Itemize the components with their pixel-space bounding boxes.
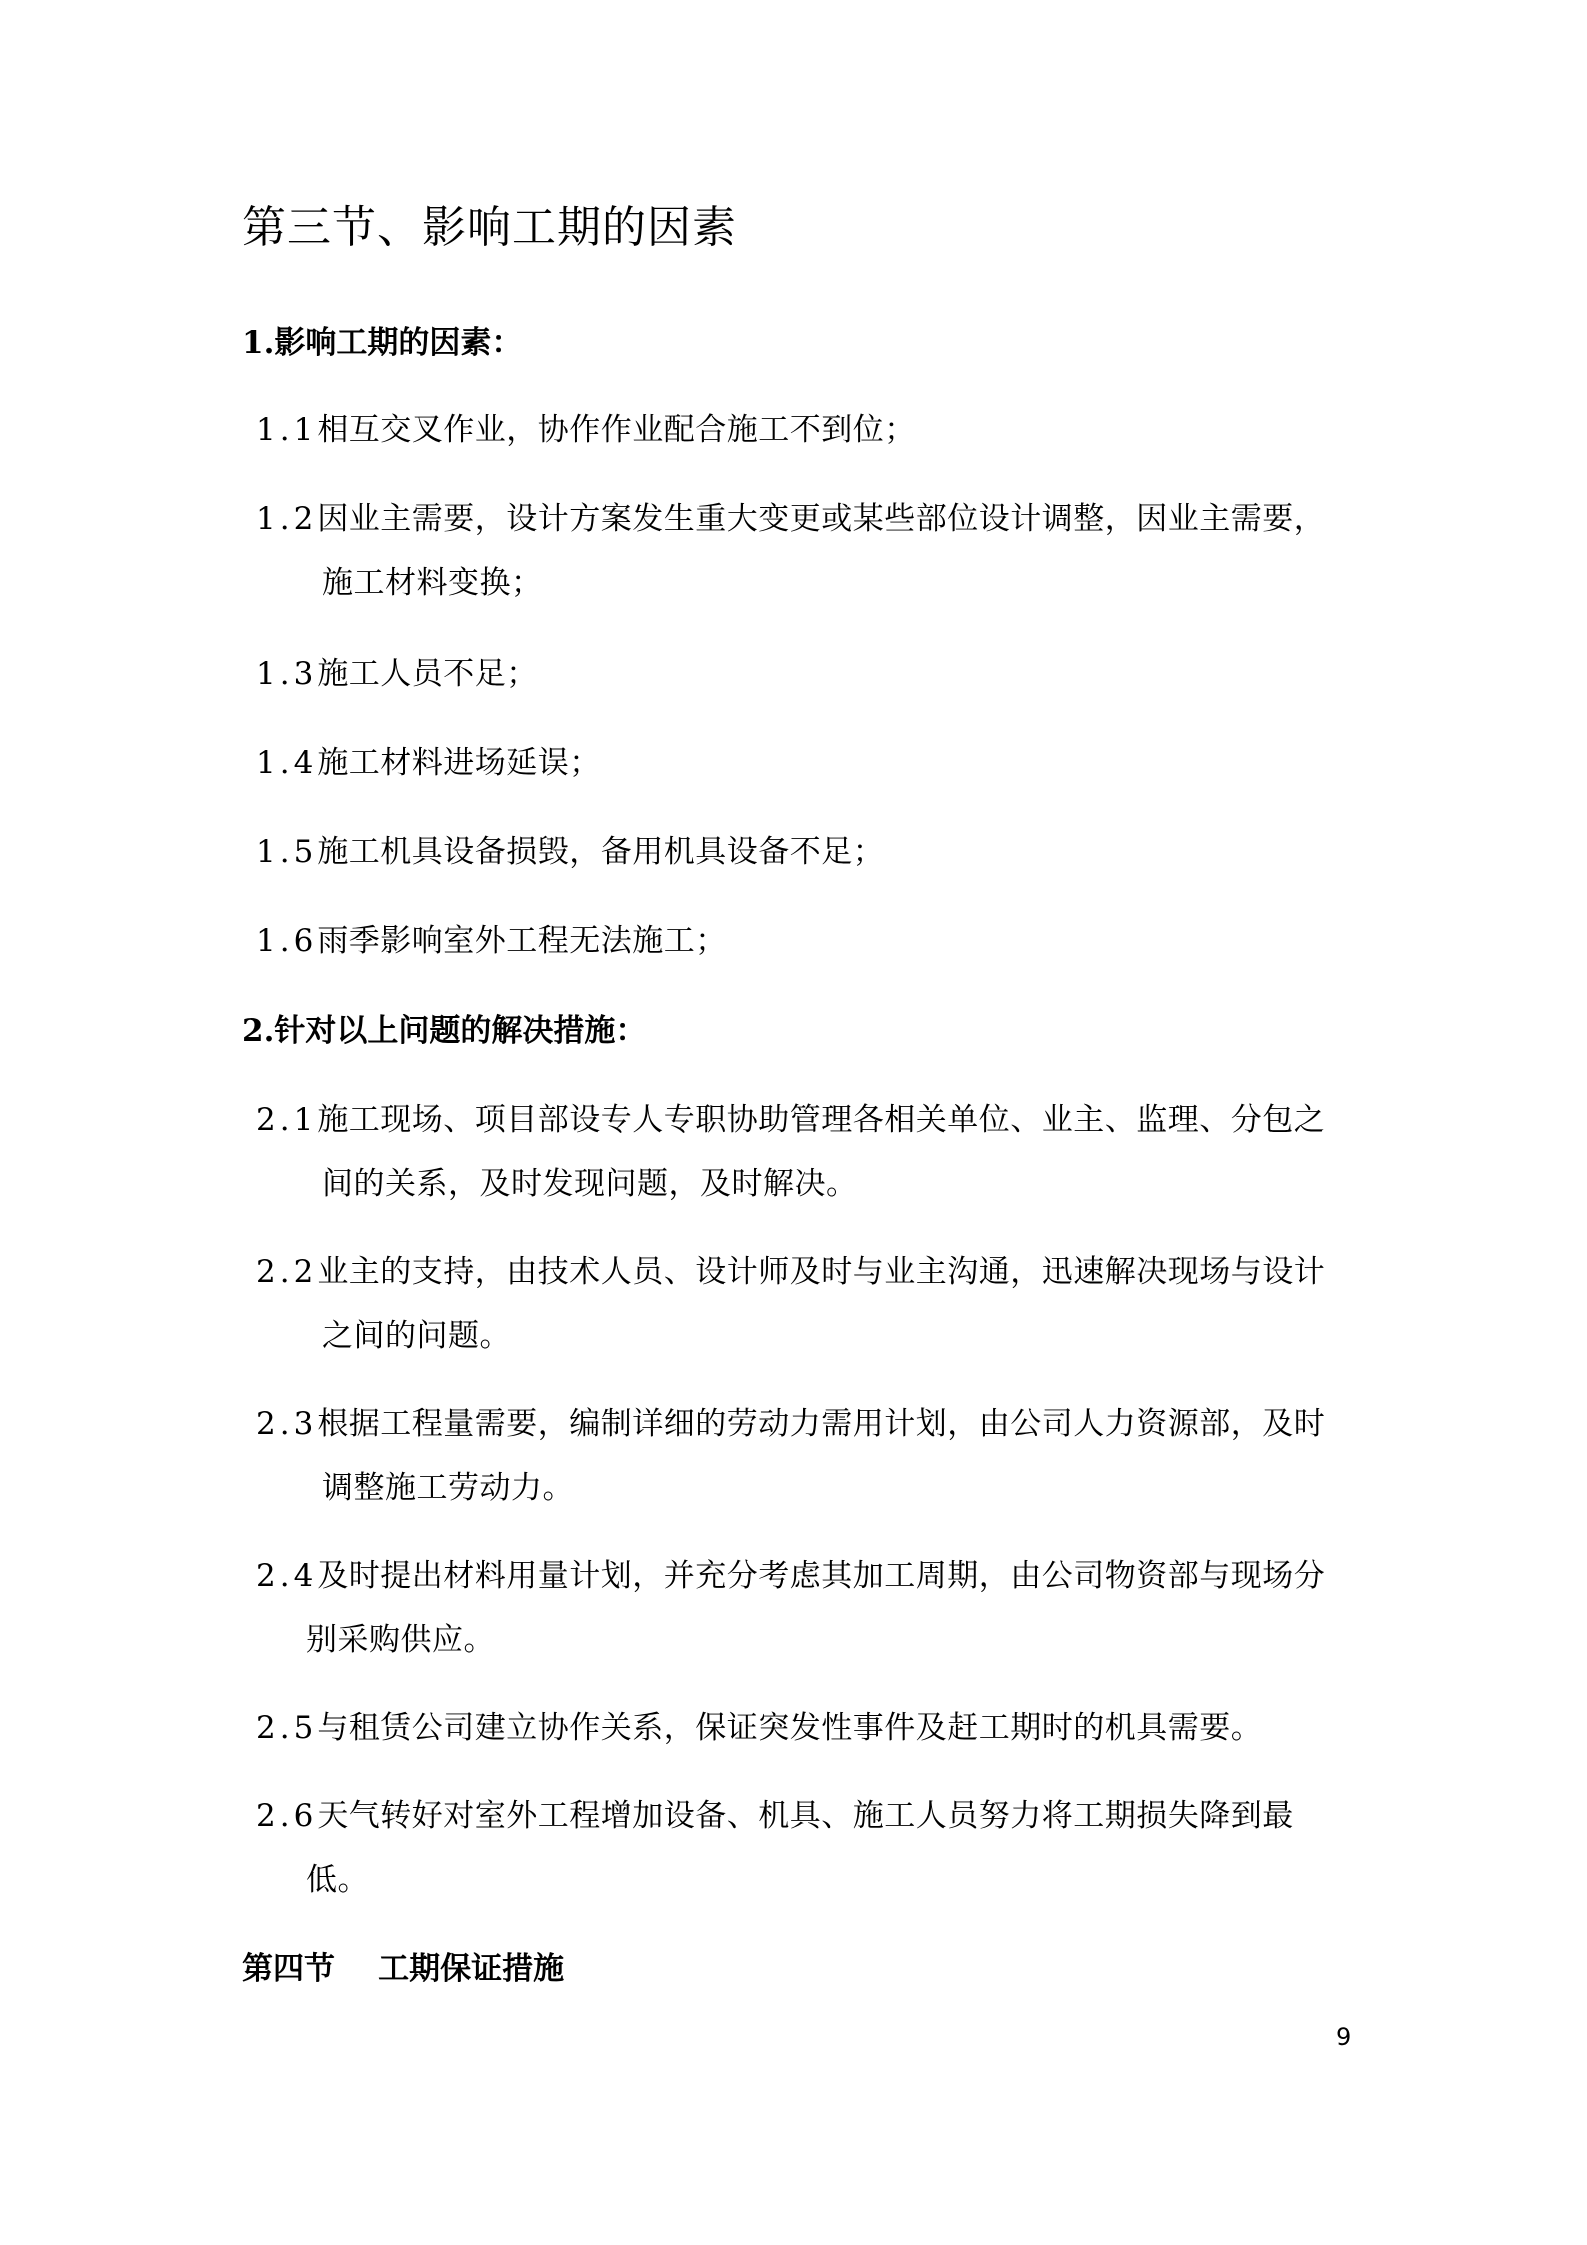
item-text: 施工现场、项目部设专人专职协助管理各相关单位、业主、监理、分包之: [317, 1102, 1326, 1138]
item-text: 相互交叉作业，协作作业配合施工不到位；: [317, 412, 916, 448]
factors-heading: 1.影响工期的因素：: [242, 325, 523, 361]
factor-item: [256, 487, 1356, 615]
item-text: 施工机具设备损毁，备用机具设备不足；: [317, 834, 885, 870]
item-number: 1.3: [256, 656, 318, 692]
item-number: 1.1: [256, 412, 318, 448]
item-number: 1.6: [256, 923, 318, 959]
item-text-continued: 之间的问题。: [322, 1318, 511, 1354]
item-number: 2.4: [256, 1558, 318, 1594]
solution-item: [256, 1696, 1356, 1760]
factor-item: [256, 820, 1356, 884]
factor-item: [256, 731, 1356, 795]
item-text: 雨季影响室外工程无法施工；: [317, 923, 727, 959]
item-number: 1.5: [256, 834, 318, 870]
item-number: 1.4: [256, 745, 318, 781]
factor-item: [256, 909, 1356, 973]
item-number: 2.5: [256, 1710, 318, 1746]
item-text: 业主的支持，由技术人员、设计师及时与业主沟通，迅速解决现场与设计: [317, 1254, 1326, 1290]
item-text: 根据工程量需要，编制详细的劳动力需用计划，由公司人力资源部，及时: [317, 1406, 1326, 1442]
next-section-title: 第四节 工期保证措施: [242, 1951, 565, 1987]
item-number: 2.3: [256, 1406, 318, 1442]
page-number: 9: [1336, 2023, 1352, 2051]
item-text-continued: 间的关系，及时发现问题，及时解决。: [322, 1166, 858, 1202]
item-number: 1.2: [256, 501, 318, 537]
item-text-continued: 别采购供应。: [306, 1622, 495, 1658]
factor-item: [256, 398, 1356, 462]
solutions-heading: 2.针对以上问题的解决措施：: [242, 1013, 647, 1049]
item-number: 2.2: [256, 1254, 318, 1290]
solution-item: [256, 1784, 1356, 1912]
factor-item: [256, 642, 1356, 706]
item-text: 及时提出材料用量计划，并充分考虑其加工周期，由公司物资部与现场分: [317, 1558, 1326, 1594]
item-text: 因业主需要，设计方案发生重大变更或某些部位设计调整，因业主需要，: [317, 501, 1326, 537]
solution-item: [256, 1088, 1356, 1216]
item-number: 2.1: [256, 1102, 318, 1138]
item-text-continued: 调整施工劳动力。: [322, 1470, 574, 1506]
solution-item: [256, 1544, 1356, 1672]
section-title: 第三节、影响工期的因素: [242, 202, 737, 253]
item-text-continued: 施工材料变换；: [322, 565, 543, 601]
item-number: 2.6: [256, 1798, 318, 1834]
solution-item: [256, 1240, 1356, 1368]
item-text: 天气转好对室外工程增加设备、机具、施工人员努力将工期损失降到最: [317, 1798, 1294, 1834]
solution-item: [256, 1392, 1356, 1520]
item-text: 施工人员不足；: [317, 656, 538, 692]
item-text: 与租赁公司建立协作关系，保证突发性事件及赶工期时的机具需要。: [317, 1710, 1263, 1746]
item-text-continued: 低。: [306, 1862, 369, 1898]
item-text: 施工材料进场延误；: [317, 745, 601, 781]
